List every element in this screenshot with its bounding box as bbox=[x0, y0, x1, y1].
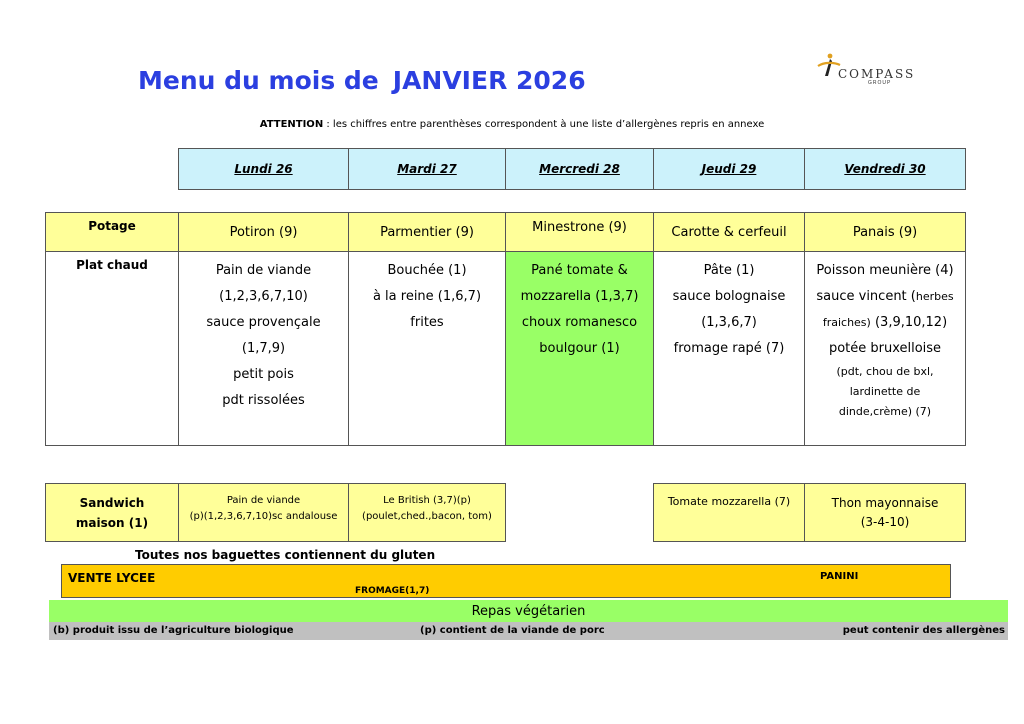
row-label-plat-chaud: Plat chaud bbox=[45, 251, 179, 446]
plat-vendredi-text: fraiches) bbox=[822, 316, 871, 329]
title-prefix: Menu du mois de bbox=[138, 66, 379, 95]
sandwich-mardi-line: Le British (3,7)(p) bbox=[383, 495, 471, 506]
plat-mardi-line: Bouchée (1) bbox=[387, 263, 467, 278]
legend-porc: (p) contient de la viande de porc bbox=[420, 625, 605, 636]
panini-label: PANINI bbox=[820, 571, 859, 582]
row-label-sandwich: Sandwich maison (1) bbox=[45, 483, 179, 542]
plat-mercredi-line: choux romanesco bbox=[521, 315, 638, 330]
sandwich-lundi-line: Pain de viande bbox=[226, 495, 301, 506]
sandwich-vendredi: Thon mayonnaise (3-4-10) bbox=[804, 483, 966, 542]
logo-name: COMPASS bbox=[838, 67, 916, 81]
page-title bbox=[138, 66, 586, 95]
plat-jeudi-line: fromage rapé (7) bbox=[673, 341, 785, 356]
potage-mardi: Parmentier (9) bbox=[348, 212, 506, 252]
plat-vendredi-line: dinde,crème) (7) bbox=[838, 405, 932, 418]
day-header-mercredi: Mercredi 28 bbox=[505, 148, 654, 190]
plat-lundi-line: sauce provençale bbox=[206, 315, 321, 330]
plat-vendredi-line: Poisson meunière (4) bbox=[816, 263, 954, 278]
day-header-vendredi: Vendredi 30 bbox=[804, 148, 966, 190]
plat-vendredi-line: (pdt, chou de bxl, bbox=[836, 365, 934, 378]
plat-vendredi-line bbox=[823, 310, 947, 336]
plat-mardi bbox=[348, 251, 506, 446]
plat-vendredi bbox=[804, 251, 966, 446]
plat-lundi-line: (1,2,3,6,7,10) bbox=[219, 289, 308, 304]
day-header-jeudi: Jeudi 29 bbox=[653, 148, 805, 190]
plat-vendredi-line: lardinette de bbox=[849, 385, 921, 398]
sandwich-jeudi: Tomate mozzarella (7) bbox=[653, 483, 805, 542]
plat-lundi-line: petit pois bbox=[233, 367, 294, 382]
fromage-label: FROMAGE(1,7) bbox=[355, 586, 430, 596]
potage-vendredi: Panais (9) bbox=[804, 212, 966, 252]
plat-jeudi-line: Pâte (1) bbox=[703, 263, 755, 278]
sandwich-lundi bbox=[178, 483, 349, 542]
gluten-note: Toutes nos baguettes contiennent du gluten bbox=[135, 548, 436, 562]
attention-text: : les chiffres entre parenthèses correspondent à une liste d’allergènes repris en annexe bbox=[323, 119, 765, 130]
potage-mercredi: Minestrone (9) bbox=[505, 212, 654, 252]
title-month: JANVIER 2026 bbox=[392, 66, 586, 95]
plat-lundi-line: Pain de viande bbox=[215, 263, 312, 278]
attention-note bbox=[0, 119, 1024, 130]
plat-lundi-line: (1,7,9) bbox=[241, 341, 286, 356]
plat-vendredi-text: (3,9,10,12) bbox=[870, 315, 948, 330]
day-header-lundi: Lundi 26 bbox=[178, 148, 349, 190]
vente-lycee-bar bbox=[61, 564, 951, 598]
plat-mercredi-line: Pané tomate & bbox=[531, 263, 628, 278]
logo-sub: GROUP bbox=[868, 80, 892, 86]
vente-lycee-label: VENTE LYCEE bbox=[68, 571, 156, 585]
plat-mercredi bbox=[505, 251, 654, 446]
plat-mardi-line: frites bbox=[410, 315, 444, 330]
plat-mercredi-line: mozzarella (1,3,7) bbox=[520, 289, 639, 304]
plat-lundi bbox=[178, 251, 349, 446]
plat-jeudi-line: sauce bolognaise bbox=[672, 289, 786, 304]
plat-jeudi-line: (1,3,6,7) bbox=[701, 315, 757, 330]
plat-lundi-line: pdt rissolées bbox=[222, 393, 305, 408]
attention-label: ATTENTION bbox=[259, 119, 324, 130]
legend-bar bbox=[49, 622, 1008, 640]
potage-lundi: Potiron (9) bbox=[178, 212, 349, 252]
potage-jeudi: Carotte & cerfeuil bbox=[653, 212, 805, 252]
plat-mercredi-line: boulgour (1) bbox=[539, 341, 620, 356]
sandwich-mardi bbox=[348, 483, 506, 542]
plat-jeudi bbox=[653, 251, 805, 446]
repas-vegetarien-legend: Repas végétarien bbox=[49, 600, 1008, 622]
plat-vendredi-text: herbes bbox=[915, 290, 954, 303]
legend-bio: (b) produit issu de l’agriculture biologique bbox=[53, 625, 294, 636]
legend-allergenes: peut contenir des allergènes bbox=[842, 625, 1005, 636]
day-header-mardi: Mardi 27 bbox=[348, 148, 506, 190]
plat-vendredi-line bbox=[816, 284, 953, 310]
plat-vendredi-text: sauce vincent ( bbox=[816, 289, 916, 304]
row-label-potage: Potage bbox=[45, 212, 179, 252]
plat-vendredi-line: potée bruxelloise bbox=[828, 341, 942, 356]
sandwich-mardi-line: (poulet,ched.,bacon, tom) bbox=[362, 511, 492, 522]
plat-mardi-line: à la reine (1,6,7) bbox=[372, 289, 482, 304]
sandwich-lundi-line: (p)(1,2,3,6,7,10)sc andalouse bbox=[189, 511, 338, 522]
